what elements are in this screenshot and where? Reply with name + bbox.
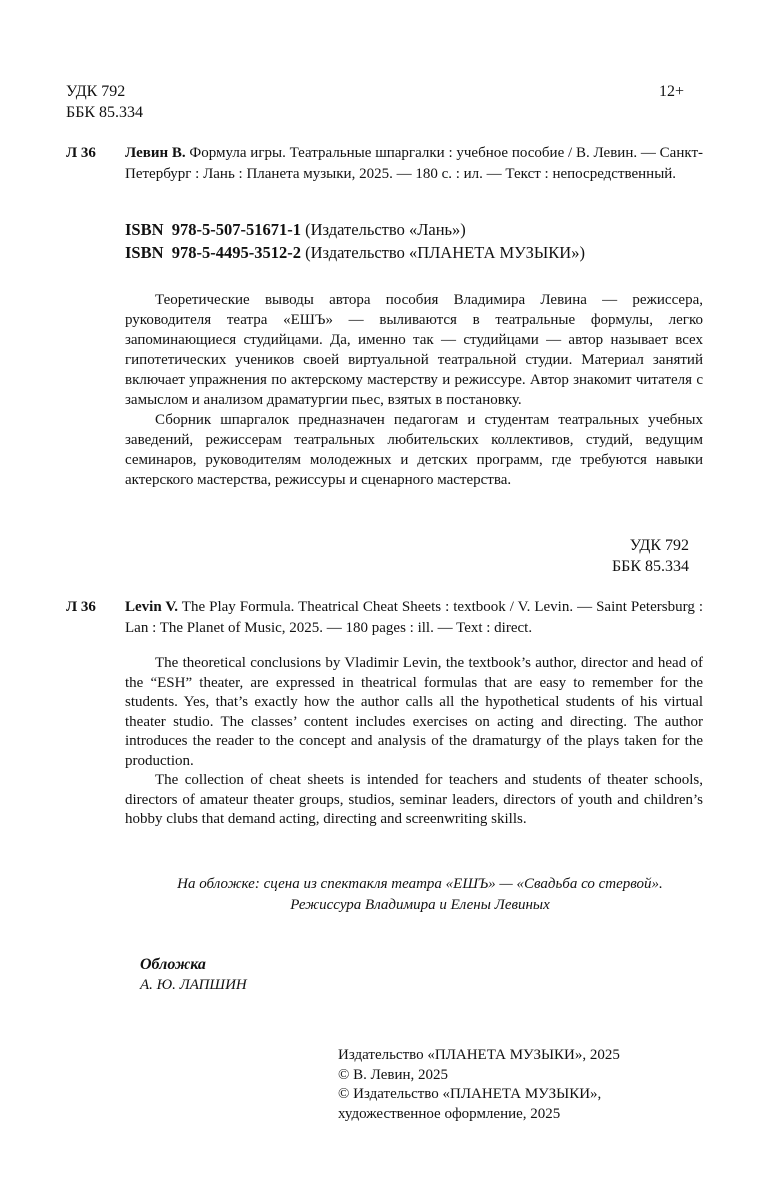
cover-credit-title: Обложка	[140, 956, 206, 973]
bbk-code: ББК 85.334	[611, 558, 689, 575]
ru-abstract-paragraph: Сборник шпаргалок предназначен педагогам и студентам театральных учебных заведений, режиссерам театральных любительских коллективов, студий, ведущим семинаров, руководителям молодежных и детских программ, где требуются навыки актерского мастерства, режиссуры и сценарного мастерства.	[125, 412, 703, 488]
udk-code: УДК 792	[629, 537, 689, 554]
isbn-line	[125, 218, 585, 241]
cover-note	[100, 874, 740, 916]
classification-block	[612, 535, 689, 577]
isbn-publisher: (Издательство «Лань»)	[301, 220, 466, 239]
ru-entry-author: Левин В.	[125, 145, 186, 161]
cover-note-line: На обложке: сцена из спектакля театра «ЕШЪ» — «Свадьба со стервой».	[177, 876, 663, 892]
isbn-block	[125, 218, 585, 264]
en-bibliographic-entry	[125, 597, 703, 639]
en-entry-code: Л 36	[66, 599, 96, 615]
copyright-line: © Издательство «ПЛАНЕТА МУЗЫКИ»,	[338, 1086, 602, 1102]
en-abstract-paragraph: The collection of cheat sheets is intended for teachers and students of theater schools, directors of amateur theater groups, studios, seminar leaders, directors of youth and children’s hobby clubs that demand acting, directing and screenwriting skills.	[125, 772, 703, 827]
isbn-line	[125, 241, 585, 264]
copyright-line: © В. Левин, 2025	[338, 1066, 449, 1083]
isbn-number: 978-5-507-51671-1	[171, 220, 302, 239]
udk-bbk-header	[66, 81, 143, 123]
ru-entry-text: Формула игры. Театральные шпаргалки : учебное пособие / В. Левин. — Санкт-Петербург : Лань : Планета музыки, 2025. — 180 с. : ил. — Текст : непосредственный.	[125, 145, 703, 182]
ru-entry-code: Л 36	[66, 145, 96, 161]
en-entry-author: Levin V.	[125, 599, 179, 615]
copyright-line: Издательство «ПЛАНЕТА МУЗЫКИ», 2025	[338, 1047, 620, 1063]
age-rating: 12+	[658, 83, 684, 100]
isbn-label: ISBN	[125, 220, 164, 239]
copyright-line: художественное оформление, 2025	[338, 1105, 561, 1122]
bbk-code: ББК 85.334	[66, 104, 144, 121]
ru-abstract	[125, 290, 703, 490]
copyright-block	[338, 1046, 620, 1124]
ru-bibliographic-entry	[125, 143, 703, 185]
udk-code: УДК 792	[66, 83, 126, 100]
en-abstract	[125, 654, 703, 830]
en-entry-text: The Play Formula. Theatrical Cheat Sheets : textbook / V. Levin. — Saint Petersburg : Lan : The Planet of Music, 2025. — 180 pages : ill. — Text : direct.	[125, 599, 703, 636]
isbn-number: 978-5-4495-3512-2	[171, 243, 302, 262]
cover-credit-name: А. Ю. ЛАПШИН	[140, 977, 247, 993]
cover-note-line: Режиссура Владимира и Елены Левиных	[290, 897, 550, 913]
ru-abstract-paragraph: Теоретические выводы автора пособия Владимира Левина — режиссера, руководителя театра «ЕШЪ» — выливаются в театральные формулы, легко запоминающиеся студийцами. Да, именно так — студийцами — автор называет всех гипотетических учеников своей виртуальной театральной студии. Материал занятий включает упражнения по актерскому мастерству и режиссуре. Автор знакомит читателя с замыслом и анализом драматургии пьес, взятых в постановку.	[125, 292, 703, 408]
en-abstract-paragraph: The theoretical conclusions by Vladimir Levin, the textbook’s author, director and head of the “ESH” theater, are expressed in theatrical formulas that are easy to remember for the students. Yes, that’s exactly how the author calls all the hypothetical students of his virtual theater studio. The classes’ content includes exercises on acting and directing. The author introduces the reader to the concept and analysis of the dramaturgy of the plays taken for the production.	[125, 655, 703, 769]
isbn-publisher: (Издательство «ПЛАНЕТА МУЗЫКИ»)	[301, 243, 585, 262]
isbn-label: ISBN	[125, 243, 164, 262]
